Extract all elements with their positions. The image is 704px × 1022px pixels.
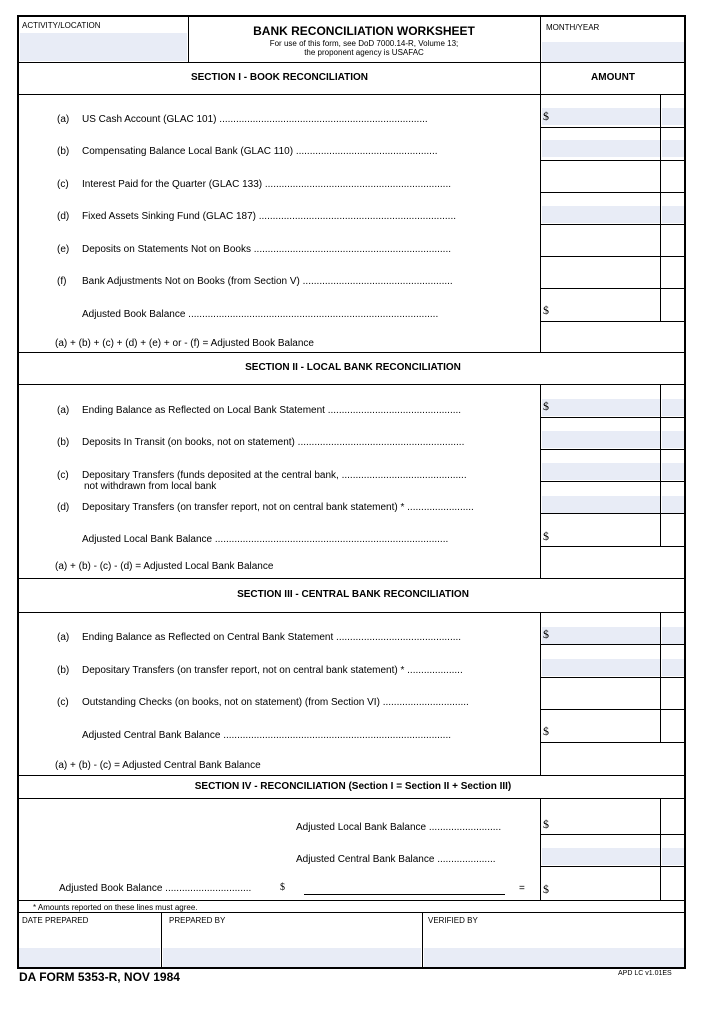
dollar-sign: $ <box>280 882 285 893</box>
amounts-note: * Amounts reported on these lines must agree. <box>33 903 198 912</box>
amount-field-s1-b[interactable] <box>542 140 660 157</box>
line-label: Deposits on Statements Not on Books ....................................................................... <box>82 244 452 255</box>
amount-field-s3-a[interactable] <box>542 627 660 644</box>
cents-field-s3-a[interactable] <box>662 627 684 644</box>
cents-field-s1-a[interactable] <box>662 108 684 125</box>
line-label: Compensating Balance Local Bank (GLAC 110) ................................................... <box>82 146 438 157</box>
dollar-sign: $ <box>543 399 549 413</box>
form-title: BANK RECONCILIATION WORKSHEET <box>253 24 475 38</box>
s4-adjusted-local-label: Adjusted Local Bank Balance .......................... <box>296 822 502 833</box>
line-label: Ending Balance as Reflected on Central Bank Statement ............................................. <box>82 632 462 643</box>
item-letter: (b) <box>57 437 70 448</box>
form-subtitle-2: the proponent agency is USAFAC <box>304 48 424 57</box>
line-label: Depositary Transfers (on transfer report, not on central bank statement) * .................... <box>82 665 463 676</box>
line-label: Depositary Transfers (funds deposited at the central bank, ............................................. <box>82 470 467 481</box>
adjusted-book-balance-label: Adjusted Book Balance .......................................................................................... <box>82 309 439 320</box>
section-4-title: SECTION IV - RECONCILIATION (Section I = Section II + Section III) <box>194 781 512 792</box>
line-label-continuation: not withdrawn from local bank <box>84 481 217 492</box>
cents-field-s1-d[interactable] <box>662 206 684 223</box>
section-2-title: SECTION II - LOCAL BANK RECONCILIATION <box>245 362 461 373</box>
prepared-by-field[interactable] <box>163 948 421 967</box>
amount-field-s2-b[interactable] <box>542 431 660 448</box>
month-year-field[interactable] <box>542 42 684 62</box>
line-label: Ending Balance as Reflected on Local Bank Statement ................................................ <box>82 405 462 416</box>
amount-field-s2-c[interactable] <box>542 463 660 480</box>
month-year-label: MONTH/YEAR <box>546 23 600 32</box>
item-letter: (d) <box>57 502 70 513</box>
verified-by-field[interactable] <box>424 948 684 967</box>
form-version: APD LC v1.01ES <box>618 970 672 977</box>
s4-adjusted-central-label: Adjusted Central Bank Balance ..................... <box>296 854 496 865</box>
dollar-sign: $ <box>543 303 549 317</box>
dollar-sign: $ <box>543 109 549 123</box>
cents-field-s1-b[interactable] <box>662 140 684 157</box>
prepared-by-label: PREPARED BY <box>169 916 226 925</box>
item-letter: (d) <box>57 211 70 222</box>
dollar-sign: $ <box>543 529 549 543</box>
cents-field-s2-d[interactable] <box>662 496 684 513</box>
book-balance-line[interactable] <box>304 894 505 895</box>
item-letter: (e) <box>57 244 70 255</box>
line-label: Depositary Transfers (on transfer report, not on central bank statement) * ........................ <box>82 502 474 513</box>
adjusted-local-bank-balance-label: Adjusted Local Bank Balance .................................................................................... <box>82 534 449 545</box>
line-label: US Cash Account (GLAC 101) ........................................................................... <box>82 114 428 125</box>
amount-header: AMOUNT <box>591 72 635 83</box>
item-letter: (b) <box>57 665 70 676</box>
adjusted-central-bank-balance-label: Adjusted Central Bank Balance .................................................................................. <box>82 730 452 741</box>
item-letter: (a) <box>57 632 70 643</box>
cents-field-s2-c[interactable] <box>662 463 684 480</box>
amount-field-s2-a[interactable] <box>542 399 660 416</box>
cents-field-s2-a[interactable] <box>662 399 684 416</box>
date-prepared-field[interactable] <box>19 948 160 967</box>
cents-field-s4-central[interactable] <box>662 848 684 865</box>
line-label: Deposits In Transit (on books, not on statement) ............................................................ <box>82 437 465 448</box>
section-2-formula: (a) + (b) - (c) - (d) = Adjusted Local Bank Balance <box>55 561 274 572</box>
amount-field-s1-d[interactable] <box>542 206 660 223</box>
section-1-formula: (a) + (b) + (c) + (d) + (e) + or - (f) = Adjusted Book Balance <box>55 338 314 349</box>
activity-location-field[interactable] <box>20 33 187 61</box>
section-3-formula: (a) + (b) - (c) = Adjusted Central Bank Balance <box>55 760 261 771</box>
section-1-title: SECTION I - BOOK RECONCILIATION <box>190 72 369 83</box>
item-letter: (c) <box>57 179 69 190</box>
dollar-sign: $ <box>543 627 549 641</box>
s4-adjusted-book-label: Adjusted Book Balance ............................... <box>59 883 252 894</box>
item-letter: (f) <box>57 276 67 287</box>
item-letter: (c) <box>57 470 69 481</box>
form-number: DA FORM 5353-R, NOV 1984 <box>19 970 180 984</box>
section-3-title: SECTION III - CENTRAL BANK RECONCILIATION <box>237 589 469 600</box>
activity-location-label: ACTIVITY/LOCATION <box>22 21 101 30</box>
dollar-sign: $ <box>543 882 549 896</box>
item-letter: (b) <box>57 146 70 157</box>
line-label: Bank Adjustments Not on Books (from Section V) ...................................................... <box>82 276 453 287</box>
item-letter: (a) <box>57 405 70 416</box>
cents-field-s3-b[interactable] <box>662 659 684 676</box>
verified-by-label: VERIFIED BY <box>428 916 478 925</box>
amount-field-s1-a[interactable] <box>542 108 660 125</box>
dollar-sign: $ <box>543 724 549 738</box>
date-prepared-label: DATE PREPARED <box>22 916 89 925</box>
item-letter: (c) <box>57 697 69 708</box>
form-subtitle-1: For use of this form, see DoD 7000.14-R, Volume 13; <box>269 39 459 48</box>
dollar-sign: $ <box>543 817 549 831</box>
line-label: Interest Paid for the Quarter (GLAC 133) ................................................................... <box>82 179 452 190</box>
line-label: Fixed Assets Sinking Fund (GLAC 187) ....................................................................... <box>82 211 457 222</box>
amount-field-s2-d[interactable] <box>542 496 660 513</box>
amount-field-s4-central[interactable] <box>542 848 660 865</box>
item-letter: (a) <box>57 114 70 125</box>
amount-field-s3-b[interactable] <box>542 659 660 676</box>
cents-field-s2-b[interactable] <box>662 431 684 448</box>
equals-sign: = <box>519 883 525 894</box>
line-label: Outstanding Checks (on books, not on statement) (from Section VI) ............................... <box>82 697 469 708</box>
